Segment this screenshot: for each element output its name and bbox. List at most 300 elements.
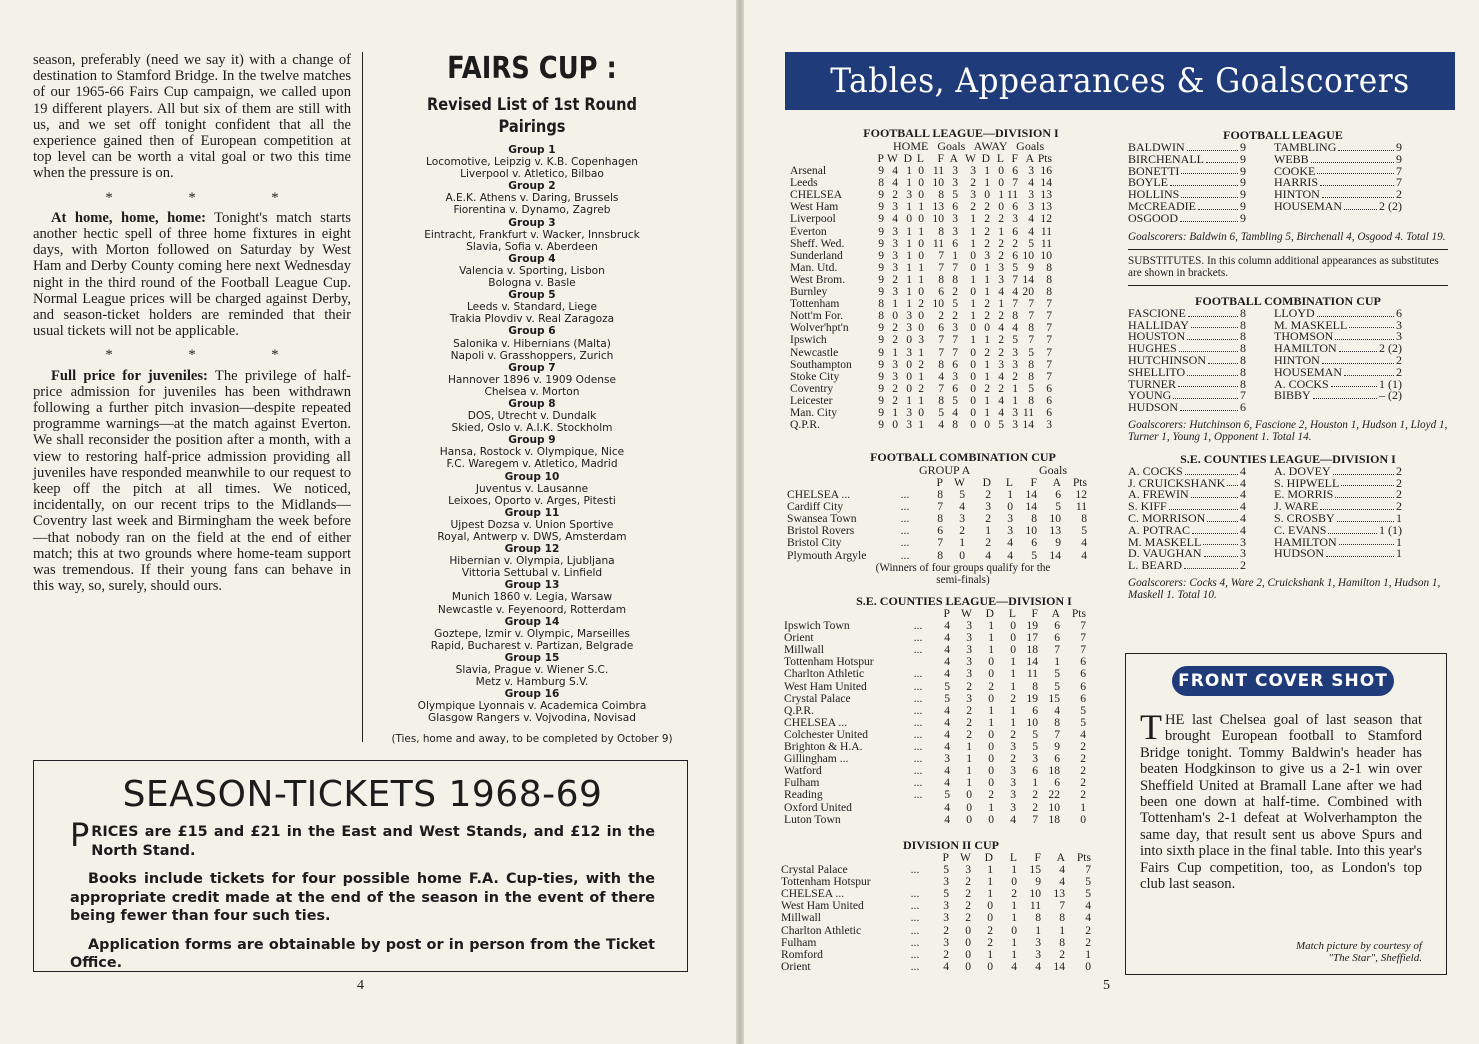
stat-cell: 8 — [1046, 260, 1052, 274]
stat-cell: 0 — [965, 959, 971, 973]
player-name: S. HIPWELL — [1274, 475, 1340, 490]
group-heading: Group 15 — [504, 651, 560, 664]
stat-cell: 13 — [1049, 524, 1061, 538]
stat-cell: 10 — [1048, 800, 1060, 814]
player-name: J. WARE — [1274, 499, 1319, 514]
stat-cell: 4 — [938, 369, 944, 383]
pairing: Trakia Plovdiv v. Real Zaragoza — [449, 313, 615, 326]
stat-cell: 2 — [1080, 788, 1086, 802]
stat-cell: 7 — [1046, 333, 1052, 347]
player-name: A. FREWIN — [1128, 487, 1189, 502]
stat-cell: 1 — [1085, 947, 1091, 961]
combination-title: FOOTBALL COMBINATION CUP — [870, 450, 1056, 464]
stat-cell: 7 — [1085, 863, 1091, 877]
fl-appearances-lists — [1128, 142, 1448, 225]
stat-cell: 1 — [1011, 899, 1017, 913]
stat-cell: 0 — [959, 548, 965, 562]
player-name: C. MORRISON — [1128, 510, 1206, 525]
pairing: Hansa, Rostock v. Olympique, Nice — [439, 446, 625, 459]
stat-cell: 2 — [998, 333, 1004, 347]
stat-cell: 3 — [892, 248, 898, 262]
stat-cell: 4 — [944, 655, 950, 669]
stat-cell: 7 — [1046, 297, 1052, 311]
appearance-count: 8 — [1240, 352, 1246, 367]
combination-goals-label: Goals — [1039, 463, 1067, 477]
pairing: Royal, Antwerp v. DWS, Amsterdam — [437, 531, 627, 543]
stat-cell: 0 — [906, 357, 912, 371]
juveniles-paragraph — [33, 368, 351, 595]
appearance-count: 4 — [1240, 475, 1246, 490]
appearance-row — [1274, 390, 1402, 402]
stat-cell: 9 — [878, 393, 884, 407]
stat-cell: 6 — [1054, 631, 1060, 645]
stat-cell: 1 — [918, 418, 924, 432]
stat-cell: 5 — [938, 405, 944, 419]
stat-cell: 1 — [984, 333, 990, 347]
stat-cell: 1 — [988, 619, 994, 633]
table-row — [784, 632, 1086, 644]
team-name: Crystal Palace — [781, 863, 848, 877]
stat-cell: 3 — [1012, 345, 1018, 359]
appearance-count: 2 — [1396, 364, 1402, 379]
stat-cell: 6 — [938, 285, 944, 299]
column-header: W — [954, 476, 965, 489]
column-header: W — [887, 152, 898, 165]
player-name: McCREADIE — [1128, 198, 1196, 213]
group-heading: Group 12 — [504, 543, 560, 556]
stat-cell: 1 — [906, 272, 912, 286]
stat-cell: 10 — [1026, 715, 1038, 729]
stat-cell: 3 — [966, 619, 972, 633]
team-name: Crystal Palace — [784, 691, 851, 705]
team-name: Orient — [784, 631, 814, 645]
stat-cell: 9 — [878, 164, 884, 178]
stat-cell: 4 — [944, 800, 950, 814]
season-tickets-title: SEASON-TICKETS 1968-69 — [122, 774, 603, 815]
stat-cell: 1 — [984, 369, 990, 383]
player-name: BALDWIN — [1128, 140, 1185, 154]
stat-cell: 0 — [970, 345, 976, 359]
stat-cell: 4 — [1035, 959, 1041, 973]
stat-cell: 0 — [1010, 643, 1016, 657]
leader-dots — [904, 814, 932, 826]
team-name: Man. Utd. — [790, 260, 838, 274]
stat-cell: 4 — [944, 619, 950, 633]
stat-cell: 3 — [1007, 524, 1013, 538]
stat-cell: 3 — [892, 236, 898, 250]
team-name: Man. City — [790, 405, 838, 419]
stat-cell: 2 — [998, 381, 1004, 395]
stat-cell: 1 — [892, 345, 898, 359]
stat-cell: 5 — [952, 297, 958, 311]
stat-cell: 3 — [1012, 405, 1018, 419]
column-divider — [362, 52, 363, 742]
stat-cell: 8 — [1031, 512, 1037, 526]
appearance-count: 9 — [1240, 187, 1246, 202]
stat-cell: 4 — [998, 369, 1004, 383]
stat-cell: 14 — [1022, 418, 1034, 432]
stat-cell: 6 — [938, 321, 944, 335]
stat-cell: 4 — [1012, 285, 1018, 299]
stat-cell: 0 — [988, 764, 994, 778]
stat-cell: 2 — [1059, 947, 1065, 961]
leader-dots — [1339, 537, 1394, 546]
stat-cell: 0 — [987, 899, 993, 913]
leader-dots: ... — [910, 899, 920, 913]
stat-cell: 0 — [970, 405, 976, 419]
appearance-count: 2 — [1396, 487, 1402, 502]
stat-cell: 1 — [1012, 393, 1018, 407]
stat-cell: 2 — [966, 703, 972, 717]
banner — [785, 52, 1455, 110]
team-name: Romford — [781, 947, 823, 961]
column-header: A — [1056, 851, 1065, 864]
page-fold — [736, 0, 744, 1044]
player-name: BIBBY — [1274, 388, 1311, 403]
books-paragraph: Books include tickets for four possible home F.A. Cup-ties, with the appropriate credit made at the end of the season in the event of there being fewer than four such ties. — [70, 871, 655, 924]
leader-dots — [1341, 478, 1394, 487]
stat-cell: 8 — [1028, 393, 1034, 407]
stat-cell: 3 — [998, 260, 1004, 274]
stat-cell: 0 — [966, 812, 972, 826]
stat-cell: 2 — [998, 345, 1004, 359]
fc-appearances-lists — [1128, 305, 1448, 415]
player-name: YOUNG — [1128, 388, 1172, 403]
team-name: Colchester United — [784, 727, 869, 741]
stat-cell: 2 — [943, 947, 949, 961]
division1-grid — [790, 153, 1052, 431]
leader-dots — [1208, 355, 1238, 364]
team-name: Wolver'hpt'n — [790, 321, 849, 335]
stat-cell: 9 — [1035, 875, 1041, 889]
stat-cell: 1 — [970, 333, 976, 347]
appearance-count: – (2) — [1379, 388, 1402, 403]
stat-cell: 2 — [892, 381, 898, 395]
stat-cell: 1 — [984, 393, 990, 407]
leader-dots — [1185, 466, 1238, 475]
division1-title: FOOTBALL LEAGUE—DIVISION I — [863, 126, 1059, 140]
stat-cell: 6 — [1032, 703, 1038, 717]
stat-cell: 2 — [998, 309, 1004, 323]
stat-cell: 3 — [966, 691, 972, 705]
stat-cell: 5 — [1028, 381, 1034, 395]
stat-cell: 5 — [1055, 500, 1061, 514]
stat-cell: 1 — [1032, 776, 1038, 790]
stat-cell: 10 — [1029, 887, 1041, 901]
player-name: THOMSON — [1274, 329, 1334, 344]
banner-title: Tables, Appearances & Goalscorers — [830, 61, 1410, 101]
column-header: P — [936, 476, 943, 489]
player-name: D. VAUGHAN — [1128, 546, 1202, 561]
stat-cell: 3 — [943, 899, 949, 913]
player-name: TAMBLING — [1274, 140, 1337, 154]
stat-cell: 2 — [1085, 923, 1091, 937]
stat-cell: 1 — [987, 947, 993, 961]
stat-cell: 5 — [1012, 260, 1018, 274]
pairing: Leixoes, Oporto v. Arges, Pitesti — [448, 494, 616, 507]
stat-cell: 1 — [1012, 381, 1018, 395]
stat-cell: 7 — [1012, 297, 1018, 311]
stat-cell: 1 — [959, 536, 965, 550]
stat-cell: 0 — [966, 788, 972, 802]
column-header: L — [1009, 851, 1017, 864]
stat-cell: 19 — [1026, 691, 1038, 705]
stat-cell: 16 — [1040, 164, 1052, 178]
stat-cell: 7 — [1054, 727, 1060, 741]
stat-cell: 1 — [984, 285, 990, 299]
stat-cell: 5 — [944, 691, 950, 705]
team-name: Liverpool — [790, 212, 836, 226]
appearance-count: 8 — [1240, 305, 1246, 320]
stat-cell: 1 — [988, 715, 994, 729]
leader-dots — [1333, 466, 1394, 475]
stat-cell: 1 — [918, 369, 924, 383]
stat-cell: 1 — [1010, 655, 1016, 669]
column-header: W — [965, 152, 976, 165]
leader-dots — [1227, 478, 1238, 487]
group-heading: Group 6 — [508, 325, 556, 338]
stat-cell: 6 — [1054, 776, 1060, 790]
stat-cell: 4 — [1059, 875, 1065, 889]
table-row — [781, 937, 1091, 949]
fc-appearances-right — [1274, 305, 1402, 414]
stat-cell: 11 — [1040, 224, 1052, 238]
stat-cell: 8 — [1081, 512, 1087, 526]
player-name: HUGHES — [1128, 341, 1177, 356]
team-name: Bristol City — [787, 536, 842, 550]
stat-cell: 3 — [966, 667, 972, 681]
substitutes-note: SUBSTITUTES. In this column additional appearances as substitutes are shown in brackets. — [1128, 254, 1439, 280]
stat-cell: 1 — [984, 176, 990, 190]
stat-cell: 10 — [1022, 248, 1034, 262]
leader-dots — [1178, 379, 1238, 388]
stat-cell: 2 — [965, 899, 971, 913]
leader-dots — [1191, 320, 1238, 329]
team-name: Plymouth Argyle — [787, 548, 867, 562]
stat-cell: 1 — [1010, 679, 1016, 693]
pairing: Chelsea v. Morton — [484, 385, 580, 398]
stat-cell: 3 — [1010, 776, 1016, 790]
leader-dots — [1187, 367, 1238, 376]
pairing: Juventus v. Lausanne — [475, 482, 589, 495]
combination-group-label: GROUP A — [919, 463, 971, 477]
stat-cell: 0 — [998, 164, 1004, 178]
stat-cell: 11 — [1006, 188, 1018, 202]
stat-cell: 0 — [1010, 631, 1016, 645]
stat-cell: 2 — [984, 345, 990, 359]
column-header: L — [1005, 476, 1013, 489]
stat-cell: 5 — [944, 788, 950, 802]
stat-cell: 2 — [1080, 740, 1086, 754]
group-heading: Group 8 — [508, 397, 556, 410]
column-header: L — [996, 152, 1004, 165]
table-row — [784, 681, 1086, 693]
stat-cell: 11 — [932, 236, 944, 250]
stat-cell: 0 — [970, 285, 976, 299]
stat-cell: 8 — [937, 548, 943, 562]
stat-cell: 0 — [918, 212, 924, 226]
stat-cell: 0 — [918, 285, 924, 299]
stat-cell: 0 — [892, 309, 898, 323]
pairing: Liverpool v. Atletico, Bilbao — [460, 168, 604, 181]
stat-cell: 2 — [1080, 776, 1086, 790]
stat-cell: 0 — [970, 381, 976, 395]
pairings-list — [372, 144, 692, 725]
column-header: L — [1008, 607, 1016, 620]
stat-cell: 8 — [938, 393, 944, 407]
stat-cell: 1 — [918, 224, 924, 238]
stat-cell: 2 — [984, 212, 990, 226]
stat-cell: 2 — [984, 200, 990, 214]
stat-cell: 0 — [966, 800, 972, 814]
stat-cell: 3 — [1046, 418, 1052, 432]
player-name: HARRIS — [1274, 175, 1319, 190]
column-header: Pts — [1037, 152, 1052, 165]
team-name: Tottenham — [790, 297, 840, 311]
stat-cell: 4 — [1085, 911, 1091, 925]
stat-cell: 1 — [998, 188, 1004, 202]
table-row — [781, 949, 1091, 961]
player-name: J. CRUICKSHANK — [1128, 475, 1226, 490]
table-row — [790, 238, 1052, 250]
leader-dots — [1173, 390, 1238, 399]
appearance-count: 1 — [1396, 534, 1402, 549]
stat-cell: 7 — [1080, 643, 1086, 657]
combination-note — [787, 562, 1109, 587]
leader-dots — [1320, 177, 1394, 186]
team-name: Ipswich Town — [784, 619, 850, 633]
stat-cell: 0 — [892, 418, 898, 432]
stat-cell: 4 — [1011, 959, 1017, 973]
appearance-count: 1 — [1396, 510, 1402, 525]
stat-cell: 1 — [1059, 923, 1065, 937]
column-header: A — [1051, 607, 1060, 620]
stat-cell: 7 — [937, 500, 943, 514]
table-row — [784, 802, 1086, 814]
stat-cell: 8 — [1059, 911, 1065, 925]
player-name: HOUSEMAN — [1274, 198, 1343, 213]
column-header: D — [984, 851, 993, 864]
stat-cell: 1 — [906, 200, 912, 214]
pairing: Hannover 1896 v. 1909 Odense — [447, 373, 617, 386]
stat-cell: 1 — [998, 224, 1004, 238]
team-name: Nott'm For. — [790, 309, 843, 323]
stat-cell: 6 — [1046, 381, 1052, 395]
division2-cup-table — [781, 838, 1111, 973]
player-name: M. MASKELL — [1274, 317, 1348, 332]
column-header: Pts — [1072, 476, 1087, 489]
column-header: L — [916, 152, 924, 165]
team-name: Millwall — [784, 643, 824, 657]
leader-dots — [904, 802, 932, 814]
appearance-count: 8 — [1240, 329, 1246, 344]
stat-cell: 1 — [1011, 863, 1017, 877]
leader-dots — [1311, 154, 1394, 163]
stat-cell: 7 — [938, 333, 944, 347]
stat-cell: 6 — [1080, 667, 1086, 681]
leader-dots — [1313, 390, 1377, 399]
team-name: Luton Town — [784, 812, 841, 826]
stat-cell: 3 — [1010, 764, 1016, 778]
stat-cell: 5 — [1032, 740, 1038, 754]
leader-dots — [1317, 308, 1394, 317]
stat-cell: 1 — [1011, 947, 1017, 961]
stat-cell: 1 — [985, 524, 991, 538]
stat-cell: 7 — [1059, 899, 1065, 913]
player-name: COOKE — [1274, 163, 1316, 178]
season-tickets-box — [33, 760, 688, 972]
leader-dots: ... — [913, 727, 923, 741]
fc-appearances-title: FOOTBALL COMBINATION CUP — [1195, 293, 1381, 308]
pairing: Olympique Lyonnais v. Academica Coimbra — [417, 700, 647, 713]
stat-cell: 9 — [1055, 536, 1061, 550]
stat-cell: 3 — [892, 200, 898, 214]
player-name: S. KIFF — [1128, 499, 1167, 514]
stat-cell: 1 — [892, 297, 898, 311]
team-name: Tottenham Hotspur — [781, 875, 871, 889]
stat-cell: 2 — [984, 309, 990, 323]
appearance-count: 4 — [1240, 522, 1246, 537]
stat-cell: 3 — [970, 188, 976, 202]
pairing: Ujpest Dozsa v. Union Sportive — [450, 518, 614, 531]
leader-dots — [1335, 489, 1394, 498]
stat-cell: 4 — [998, 321, 1004, 335]
group-heading: Group 2 — [508, 180, 556, 193]
stat-cell: 1 — [984, 357, 990, 371]
team-name: West Ham — [790, 200, 839, 214]
stat-cell: 9 — [878, 248, 884, 262]
stat-cell: 3 — [906, 188, 912, 202]
stat-cell: 5 — [1054, 667, 1060, 681]
stat-cell: 1 — [906, 297, 912, 311]
stat-cell: 9 — [878, 188, 884, 202]
stat-cell: 7 — [1032, 812, 1038, 826]
leader-dots — [1338, 142, 1394, 151]
stat-cell: 3 — [1035, 935, 1041, 949]
stat-cell: 3 — [966, 631, 972, 645]
appearance-count: 2 (2) — [1379, 341, 1402, 356]
stat-cell: 11 — [1075, 500, 1087, 514]
appearance-count: 1 — [1396, 546, 1402, 561]
stat-cell: 11 — [1040, 236, 1052, 250]
pairing: F.C. Waregem v. Atletico, Madrid — [446, 458, 618, 471]
column-header: P — [942, 851, 949, 864]
stat-cell: 8 — [952, 272, 958, 286]
pairings-note: (Ties, home and away, to be completed by October 9) — [391, 732, 673, 745]
stat-cell: 3 — [952, 321, 958, 335]
prices-text: RICES are £15 and £21 in the East and West Stands, and £12 in the North Stand. — [91, 824, 655, 859]
team-name: Everton — [790, 224, 827, 238]
fc-goalscorers: Goalscorers: Hutchinson 6, Fascione 2, Houston 1, Hudson 1, Lloyd 1, Turner 1, Young 1, Opponent 1. Total 14. — [1128, 418, 1448, 444]
separator-stars-2: * * * — [105, 347, 315, 364]
stat-cell: 0 — [984, 188, 990, 202]
stat-cell: 3 — [998, 272, 1004, 286]
column-header: P — [877, 152, 884, 165]
stat-cell: 5 — [959, 488, 965, 502]
stat-cell: 14 — [1026, 655, 1038, 669]
stat-cell: 1 — [1010, 667, 1016, 681]
leader-dots: ... — [900, 548, 910, 562]
stat-cell: 1 — [906, 176, 912, 190]
stat-cell: 9 — [878, 369, 884, 383]
left-column-text — [33, 52, 351, 595]
stat-cell: 7 — [1012, 272, 1018, 286]
appearance-count: 2 — [1396, 475, 1402, 490]
stat-cell: 2 — [965, 875, 971, 889]
juveniles-body: The privilege of half-price admission for juveniles has been withdrawn following a further pitch invasion—despite repeated programme warnings—at the match against Everton. We shall reconsider the position after a month, with a view to restoring half-price admission providing all juveniles have responded meanwhile to our request to keep off the pitch at all times. We noticed, incidentally, on our recent trips to the Midlands—Coventry last week and Birmingham the week before—that nobody ran on the field at the end of either match; this at two grounds where home-team support was tremendous. If their young fans can behave in this way, so, surely, should ours. — [33, 367, 351, 595]
player-name: HINTON — [1274, 187, 1320, 202]
appearance-count: 3 — [1240, 546, 1246, 561]
